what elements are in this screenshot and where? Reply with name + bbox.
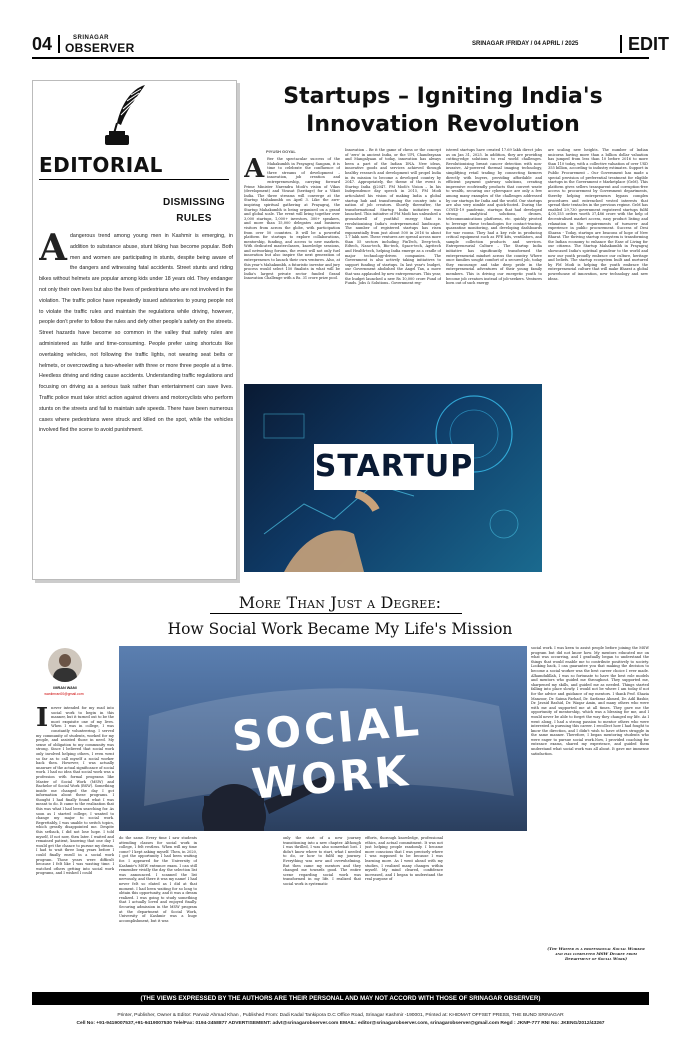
masthead xyxy=(32,34,670,56)
social-author-email: waniimran00@gmail.com xyxy=(44,692,84,696)
dateline: SRINAGAR /FRIDAY / 04 APRIL / 2025 xyxy=(472,41,579,47)
startup-col-2: Innovation – Be it the game of chess or the concept of 'zero' in ancient India, or the UPI, Chandrayaan and Mangalyaan of today, innovation has always been a part of the Indian DNA. New ideas, innovative goods and services achieved through healthy research and development will propel India in its mission to become a developed country by 2047. Appropriately, the theme of the event is Startup India @2047. PM Modi's Vision – In his Independence day speech in 2015, PM Modi articulated his vision of making India a global startup hub and transforming the country into a nation of job creators. Shortly thereafter, the transformational Startup India initiative was launched. This initiative of PM Modi has unleashed a groundswell of youthful energy that is revolutionising India's entrepreneurial landscape. The number of registered startups has risen exponentially from just about 500 in 2016 to about 1.7 lakh now. These ventures are spread across more than 55 sectors including FinTech, Deep-tech, Edtech, Nano-tech, Bio-tech, Space-tech, Agritech and Health-tech, helping India emerge as a cradle of major technology-driven companies. The Government is also actively taking initiatives to support funding of startups. In last year's budget, our Government abolished the Angel Tax, a move that was applauded by new entrepreneurs. This year, the budget launched a new Rs 10,000 crore Fund of Funds. Jobs & Solutions– Government reg- xyxy=(345,148,441,286)
social-col-3: only the start of a new journey transitioning into a new chapter. Although I was thrilled, I was also somewhat lost. I didn't know where to start, what I needed to do, or how to fulfil my journey. Everything was new and overwhelming. But then came my mentors and they changed me towards good. The entire scene regarding social work was transformed in my life. I realized that social work is systematic xyxy=(283,836,361,886)
social-col-5: social work. I was keen to assist people before joining the MSW program but did not know how. My mentors educated me on what was occurring, and I gradually began to understand the things that would enable me to contribute positively to society. Looking back, I can guarantee you that making the decision to become a social worker was the best career choice I ever made. Alhamdulillah, I was so fortunate to have the best role models and mentors who guided me throughout. They supported me, sharpened my skills, and guided me as needed. Things started falling into place slowly. I would not be where I am today if not for the advice and guidance of my mentors. I thank Prof. Shazia Manzoor, Dr. Saima Farhad, Dr. Sarfaraz Ahmed, Dr. Adil Bashir, Dr. Javaid Rashid, Dr. Waqar Amin, and many others who were with me and supported me at all times. They gave me the opportunity of mentorship, which was a blessing for me, and I would never be able to forget the way they changed my life. As I went along, I had a strong passion to mentor others who were interested in pursuing this career. I recollect how I had fought to know the direction, and I didn't wish to have others struggle in the same manner. Therefore, I began mentoring students who were eager to pursue social work.Now, I provided coaching for entrance exams, shared my experience, and guided them understand what social work was all about. It gave me immense satisfaction. xyxy=(531,646,649,756)
brand-logo: OBSERVER xyxy=(65,41,135,55)
disclaimer-bar: (THE VIEWS EXPRESSED BY THE AUTHORS ARE THEIR PERSONAL AND MAY NOT ACCORD WITH THOSE OF SRINAGAR OBSERVER) xyxy=(32,992,649,1005)
editorial-body: A dangerous trend among young men in Kashmir is emerging, in addition to substance abuse, stunt biking has become popular. Both men and women are participating in stunts, despite being aware of the dangers and witnessing fatal accidents. Street stunts and riding bikes without helmets are popular among kids under 18 years old. They endanger not only their own lives but also the lives of pedestrians who are not involved in the violation. The traffic police have repeatedly issued advisories to young people not to violate the traffic rules and maintain the regulations while driving, however, people don't prefer to follow the rules and defy other people's safety on the streets. Street hazards have become so common in the valley that safety rules are administered as futile and time-consuming. People prefer using shortcuts like overtaking vehicles, not following the traffic lights, not wearing seat belts or helmets, or overcrowding a two-wheeler with three or more three people at a time. Heedless driving and riding cause accidents. Understanding traffic regulations and focusing on driving as a serious task rather than entertainment can save lives. Traffic police must take strict action against drivers and motorcyclists who perform stunts on the streets and fail to maintain safe speeds. There have been numerous cases where pedestrians were struck and killed on the spot, while the vehicles involved fled the scene to avoid punishment. xyxy=(39,231,233,434)
avatar xyxy=(48,648,82,682)
social-col-1: I never intended for my road into social work to begin in this manner, but it turned out to be the most exquisite one of my lives. When I was in college, I was constantly volunteering. I served my community of students, worked for my people, and assisted those in need. My sense of obligation to my community was strong. Since I believed that social work only involved helping others, I even went so far as to call myself a social worker back then. However, I was actually unaware of the actual significance of social work. I had no idea that social work was a profession with formal programs like Master of Social Work (MSW) and Bachelor of Social Work (BSW). Something inside me changed the day I got information about these programs. I thought I had finally found what I was meant to do. It came to the realization that this was what I had been searching for. As soon as I started college, I wanted to change my major to social work. Regrettably, I was unable to switch topics, which greatly disappointed me. Despite this setback, I did not lose hope. I told myself, If not now, then later. I waited and remained patient, knowing that one day I would get the chance to pursue my dream. I had to wait three long years before I could finally enroll in a social work program. Those years were difficult because I felt like I was wasting time. I watched others getting into social work programs, and I wished I could xyxy=(36,706,114,876)
social-image-label: SOCIAL WORK xyxy=(230,695,424,809)
startup-col-3: istered startups have created 17.69 lakh direct jobs as on Jan 31, 2025. In addition, they are providing cutting-edge solutions to real world challenges. Revolutionising breast cancer detection with non-invasive, AI-powered thermal imaging technology, simplifying retail trading by connecting farmers directly with buyers, providing affordable and efficient payment gateway solutions, creating impressive ecofriendly products that convert waste to wealth, securing our cyberspace are only a few among many examples of the challenges addressed by our startups for India and the world. Our startups are also very nimble and quick-footed. During the COVID-19 pandemic, startups that had developed strong analytical solutions, drones, telecommunications platforms, etc. quickly pivoted to leverage these technologies for contact-tracing, quarantine monitoring, and developing dashboards for war rooms. They had a key role in producing critical equipment such as PPE kits, ventilators, and sample collection products and services. Entrepreneurial Culture – The Startup India initiative has significantly transformed the entrepreneurial mindset across the country. Where once families sought comfort of a secured job, today they encourage and take deep pride in the entrepreneurial adventures of their young family members. This is driving our energetic youth to become job creators instead of job-seekers. Ventures born out of such energy xyxy=(446,148,542,286)
social-author-note: (The Writer is a professional Social Worker and has completed MSW Degree from Department of Social Work) xyxy=(547,946,645,961)
social-col-2b xyxy=(201,836,279,982)
startup-image-label: STARTUP xyxy=(314,449,474,484)
social-headline: How Social Work Became My Life's Mission xyxy=(167,620,513,638)
social-author-name: IMRAN WANI xyxy=(53,686,77,690)
startup-col-1: After the spectacular success of the Mahakumbh in Prayagraj Sangam, it is time to celebrate the confluence of three streams of development – innovation, job creation and entrepreneurship, carrying forward Prime Minister Narendra Modi's vision of Vikas (development) and Virasat (heritage) for a Viksit India. The three streams will converge at the Startup Mahakumbh on April 3. Like the awe-inspiring spiritual gathering at Prayagraj, the Startup Mahakumbh is being organised on a grand and global scale. The event will bring together over 3,000 startups, 1,000+ investors, 300+ speakers, and more than 15,000 delegates and business visitors from across the globe, with participation from over 50 countries. It will be a powerful platform for startups to explore collaborations, mentorship, funding, and access to new markets. With dedicated masterclasses, knowledge sessions, and networking forums, the event will not only fuel innovation but also inspire the next generation of entrepreneurs to launch their own ventures. Also, at this year's Mahakumbh, a futuristic investor and jury process would select 150 finalists in what will be India's largest private sector funded Grand Innovation Challenge with a Rs. 31 crore prize pool. xyxy=(244,157,340,281)
social-kicker: More Than Just a Degree: xyxy=(238,593,442,612)
section-title: EDIT xyxy=(628,34,670,54)
startup-col-4: are scaling new heights. The number of Indian unicorns having more than a billion dollar valuation has jumped from less than 10 before 2016 to more than 110 today, with a collective valuation of over USD 355 billion, according to industry estimates. Support in Public Procurement – Our Government has made a special provision of preferential treatment for eligible startups in the Government e Marketplace (GeM). This platform gives sellers transparent and corruption-free access to procurement by Government departments, thereby helping entrepreneurs bypass complex procedures and entrenched vested interests that spread their tentacles in the previous regime. GeM has enabled 29,730 government registered startups fulfil 4,00,155 orders worth 37,486 crore with the help of decentralised market access, easy product listing and relaxation in the requirements of turnover and experience in public procurement. Success of Desi Sharan - Today, startups are beacons of hope of New Bharat. The thriving startup ecosystem is transforming the Indian economy to enhance the Ease of Living for our citizens. The Startup Mahakumbh in Prayagraj showcased India's spiritual grandeur to the world and now our youth proudly embrace our culture, heritage and beliefs. The startup ecosystem built and nurtured by PM Modi is helping the youth embrace the entrepreneurial culture that will make Bharat a global powerhouse of innovation, new technology and new ideas. xyxy=(548,148,648,281)
social-col-2: do the same. Every time I saw students attending classes for social work in college, I felt restless. When will my time come? I kept asking myself. Then, in 2020, I got the opportunity I had been waiting for. I appeared for the University of Kashmir's MSW entrance exam. I can still remember vividly the day the selection list was announced. I scanned the list nervously, and there it was my name! I had never felt so elated as I did at that moment. I had been waiting for so long to obtain this opportunity, and it was a dream realized. I was going to study something that I actually loved and enjoyed finally. Securing admission in the MSW program at the department of Social Work, University of Kashmir was a huge accomplishment, but it was xyxy=(119,836,197,923)
startup-headline: Startups – Igniting India's Innovation Revolution xyxy=(283,84,603,137)
editorial-title: DISMISSING RULES xyxy=(163,197,225,224)
startup-byline: PIYUSH GOYAL xyxy=(266,149,296,154)
footer-imprint: Printer, Publisher, Owner & Editor: Parvaiz Ahmad Khan , Published From: Dadi Kadal Tankipora D.C Office Road, Srinagar Kashmir -190001, Printed at: KHIDMAT OFFSET PRESS, THE BUND SRINAGAR xyxy=(117,1013,564,1018)
startup-image xyxy=(244,384,542,572)
social-image xyxy=(119,646,527,831)
editorial-heading: EDITORIAL xyxy=(39,153,163,177)
footer-contact: Cell No: +91-9419007537,+91-9419007530 Tele/Fax: 0194-2458877 ADVERTISEMENT: advt@srinagarobserver.com EMAIL: editor@srinagarobserver.com, srinagarobserver@gmail.com Regd : JKNP-777 RNI No: JKENG/2012/43267 xyxy=(76,1021,605,1026)
quill-icon xyxy=(101,83,161,149)
page-number: 04 xyxy=(32,34,53,54)
editorial-box xyxy=(32,80,237,580)
brand-top: SRINAGAR xyxy=(73,35,110,41)
editorial-drop-cap: A xyxy=(39,231,67,269)
social-col-4: efforts, thorough knowledge, professional ethics, and actual commitment. It was not just helping people randomly. I became more conscious that I was precisely where I was supposed to be because I was learning more. As I went ahead with my studies, I realized many changes within myself. My mind cleared, confidence increased, and I began to understand the real purpose of xyxy=(365,836,443,882)
